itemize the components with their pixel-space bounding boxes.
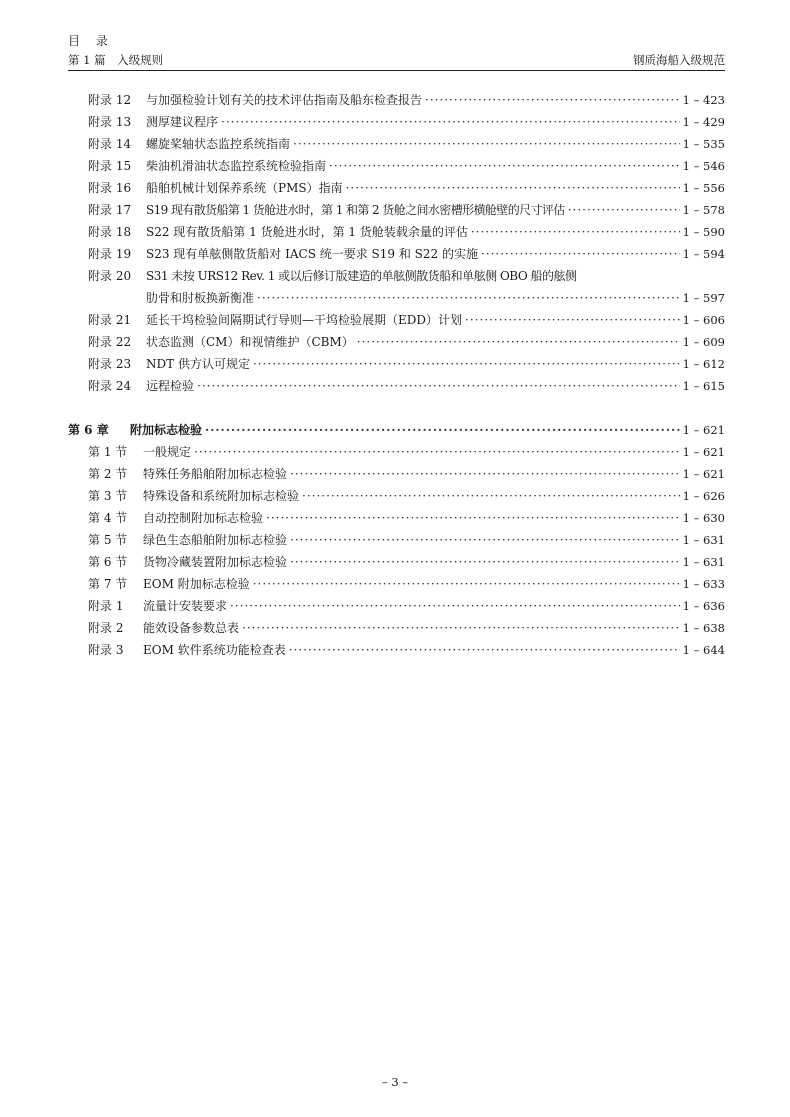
entry-number: 第 6 节 — [88, 555, 128, 569]
toc-entry[interactable] — [88, 597, 725, 615]
entry-page: 1 – 535 — [682, 137, 725, 151]
toc-entry[interactable] — [88, 641, 725, 659]
toc-entry[interactable] — [88, 509, 725, 527]
entry-page: 1 – 609 — [682, 335, 725, 349]
leader-dots — [253, 575, 680, 593]
toc-entry[interactable] — [88, 355, 725, 373]
chapter-page: 1 – 621 — [682, 423, 725, 437]
entry-title: 测厚建议程序 — [146, 115, 219, 129]
entry-title: 延长干坞检验间隔期试行导则—干坞检验展期（EDD）计划 — [146, 313, 463, 327]
entry-page: 1 – 556 — [682, 181, 725, 195]
entry-number: 附录 24 — [88, 379, 132, 393]
leader-dots — [293, 135, 680, 153]
leader-dots — [329, 157, 680, 175]
entry-page: 1 – 630 — [682, 511, 725, 525]
entry-page: 1 – 597 — [682, 291, 725, 305]
toc-entry[interactable] — [88, 553, 725, 571]
leader-dots — [568, 201, 680, 219]
toc-entry[interactable] — [88, 135, 725, 153]
entry-title: 船舶机械计划保养系统（PMS）指南 — [146, 181, 343, 195]
entry-title: NDT 供方认可规定 — [146, 357, 250, 371]
entry-number: 附录 21 — [88, 313, 132, 327]
entry-title: 特殊设备和系统附加标志检验 — [143, 489, 300, 503]
entry-page: 1 – 578 — [682, 203, 725, 217]
toc-entry[interactable] — [88, 113, 725, 131]
page-number: – 3 – — [381, 1075, 409, 1089]
entry-title: 自动控制附加标志检验 — [143, 511, 264, 525]
toc-entry-continuation[interactable] — [146, 289, 725, 307]
entry-title: 特殊任务船舶附加标志检验 — [143, 467, 288, 481]
leader-dots — [357, 333, 680, 351]
entry-page: 1 – 429 — [682, 115, 725, 129]
entry-number: 附录 13 — [88, 115, 132, 129]
leader-dots — [257, 289, 680, 307]
entry-number: 附录 19 — [88, 247, 132, 261]
toc-chapter-entry[interactable] — [68, 421, 725, 439]
entry-page: 1 – 626 — [682, 489, 725, 503]
book-title: 钢质海船入级规范 — [633, 53, 725, 67]
leader-dots — [253, 355, 680, 373]
leader-dots — [221, 113, 680, 131]
entry-title-continuation: 肋骨和肘板换新衡准 — [146, 291, 255, 305]
entry-number: 附录 15 — [88, 159, 132, 173]
entry-page: 1 – 633 — [682, 577, 725, 591]
entry-page: 1 – 546 — [682, 159, 725, 173]
toc-entry[interactable] — [88, 443, 725, 461]
entry-page: 1 – 423 — [682, 93, 725, 107]
entry-page: 1 – 638 — [682, 621, 725, 635]
entry-number: 第 5 节 — [88, 533, 128, 547]
entry-number: 第 2 节 — [88, 467, 128, 481]
entry-title: 货物冷藏装置附加标志检验 — [143, 555, 288, 569]
entry-title: 远程检验 — [146, 379, 195, 393]
entry-title: 流量计安装要求 — [143, 599, 228, 613]
entry-title: 能效设备参数总表 — [143, 621, 240, 635]
toc-entry[interactable] — [88, 157, 725, 175]
entry-title: S22 现有散货船第 1 货舱进水时，第 1 货舱装载余量的评估 — [146, 225, 468, 239]
toc-entry[interactable] — [88, 245, 725, 263]
running-header — [68, 52, 725, 68]
leader-dots — [230, 597, 680, 615]
toc-entry[interactable] — [88, 267, 725, 285]
entry-number: 附录 18 — [88, 225, 132, 239]
entry-page: 1 – 644 — [682, 643, 725, 657]
entry-number: 第 7 节 — [88, 577, 128, 591]
entry-number: 附录 20 — [88, 269, 132, 283]
leader-dots — [205, 421, 680, 439]
leader-dots — [290, 531, 680, 549]
toc-entry[interactable] — [88, 531, 725, 549]
page-header-top: 目 录 — [68, 34, 114, 48]
entry-number: 附录 17 — [88, 203, 132, 217]
leader-dots — [346, 179, 680, 197]
toc-entry[interactable] — [88, 311, 725, 329]
toc-entry[interactable] — [88, 487, 725, 505]
entry-page: 1 – 590 — [682, 225, 725, 239]
toc-entry[interactable] — [88, 333, 725, 351]
toc-entry[interactable] — [88, 223, 725, 241]
entry-page: 1 – 631 — [682, 533, 725, 547]
toc-entry[interactable] — [88, 377, 725, 395]
entry-number: 第 1 节 — [88, 445, 128, 459]
leader-dots — [266, 509, 680, 527]
entry-title: 状态监测（CM）和视情维护（CBM） — [146, 335, 354, 349]
entry-page: 1 – 631 — [682, 555, 725, 569]
leader-dots — [302, 487, 680, 505]
chapter-number: 第 6 章 — [68, 423, 109, 437]
entry-number: 附录 3 — [88, 643, 124, 657]
toc-entry[interactable] — [88, 91, 725, 109]
entry-page: 1 – 621 — [682, 467, 725, 481]
part-label: 第 1 篇 入级规则 — [68, 53, 164, 67]
toc-entry[interactable] — [88, 619, 725, 637]
entry-page: 1 – 636 — [682, 599, 725, 613]
entry-title: EOM 软件系统功能检查表 — [143, 643, 286, 657]
toc-entry[interactable] — [88, 179, 725, 197]
leader-dots — [194, 443, 680, 461]
entry-number: 附录 2 — [88, 621, 124, 635]
entry-page: 1 – 612 — [682, 357, 725, 371]
entry-number: 附录 16 — [88, 181, 132, 195]
leader-dots — [481, 245, 680, 263]
entry-number: 附录 1 — [88, 599, 124, 613]
entry-title: 一般规定 — [143, 445, 192, 459]
leader-dots — [290, 465, 680, 483]
leader-dots — [290, 553, 680, 571]
entry-number: 附录 22 — [88, 335, 132, 349]
entry-title: 柴油机滑油状态监控系统检验指南 — [146, 159, 327, 173]
entry-title: S19 现有散货船第 1 货舱进水时，第 1 和第 2 货舱之间水密槽形横舱壁的尺寸评估 — [146, 203, 565, 217]
entry-title: 螺旋桨轴状态监控系统指南 — [146, 137, 291, 151]
entry-page: 1 – 606 — [682, 313, 725, 327]
leader-dots — [197, 377, 680, 395]
header-rule — [68, 70, 725, 71]
entry-number: 附录 12 — [88, 93, 132, 107]
entry-title: S31 未按 URS12 Rev. 1 或以后修订版建造的单舷侧散货船和单舷侧 OBO 船的舷侧 — [146, 269, 577, 283]
entry-page: 1 – 615 — [682, 379, 725, 393]
entry-number: 附录 14 — [88, 137, 132, 151]
chapter-title: 附加标志检验 — [130, 423, 203, 437]
toc-entry[interactable] — [88, 465, 725, 483]
leader-dots — [242, 619, 680, 637]
entry-title: S23 现有单舷侧散货船对 IACS 统一要求 S19 和 S22 的实施 — [146, 247, 478, 261]
entry-number: 第 4 节 — [88, 511, 128, 525]
entry-title: 与加强检验计划有关的技术评估指南及船东检查报告 — [146, 93, 423, 107]
entry-title: 绿色生态船舶附加标志检验 — [143, 533, 288, 547]
entry-page: 1 – 621 — [682, 445, 725, 459]
leader-dots — [425, 91, 680, 109]
leader-dots — [465, 311, 680, 329]
entry-number: 第 3 节 — [88, 489, 128, 503]
toc-entry[interactable] — [88, 575, 725, 593]
entry-page: 1 – 594 — [682, 247, 725, 261]
toc-entry[interactable] — [88, 201, 725, 219]
entry-title: EOM 附加标志检验 — [143, 577, 250, 591]
leader-dots — [471, 223, 680, 241]
leader-dots — [289, 641, 680, 659]
entry-number: 附录 23 — [88, 357, 132, 371]
